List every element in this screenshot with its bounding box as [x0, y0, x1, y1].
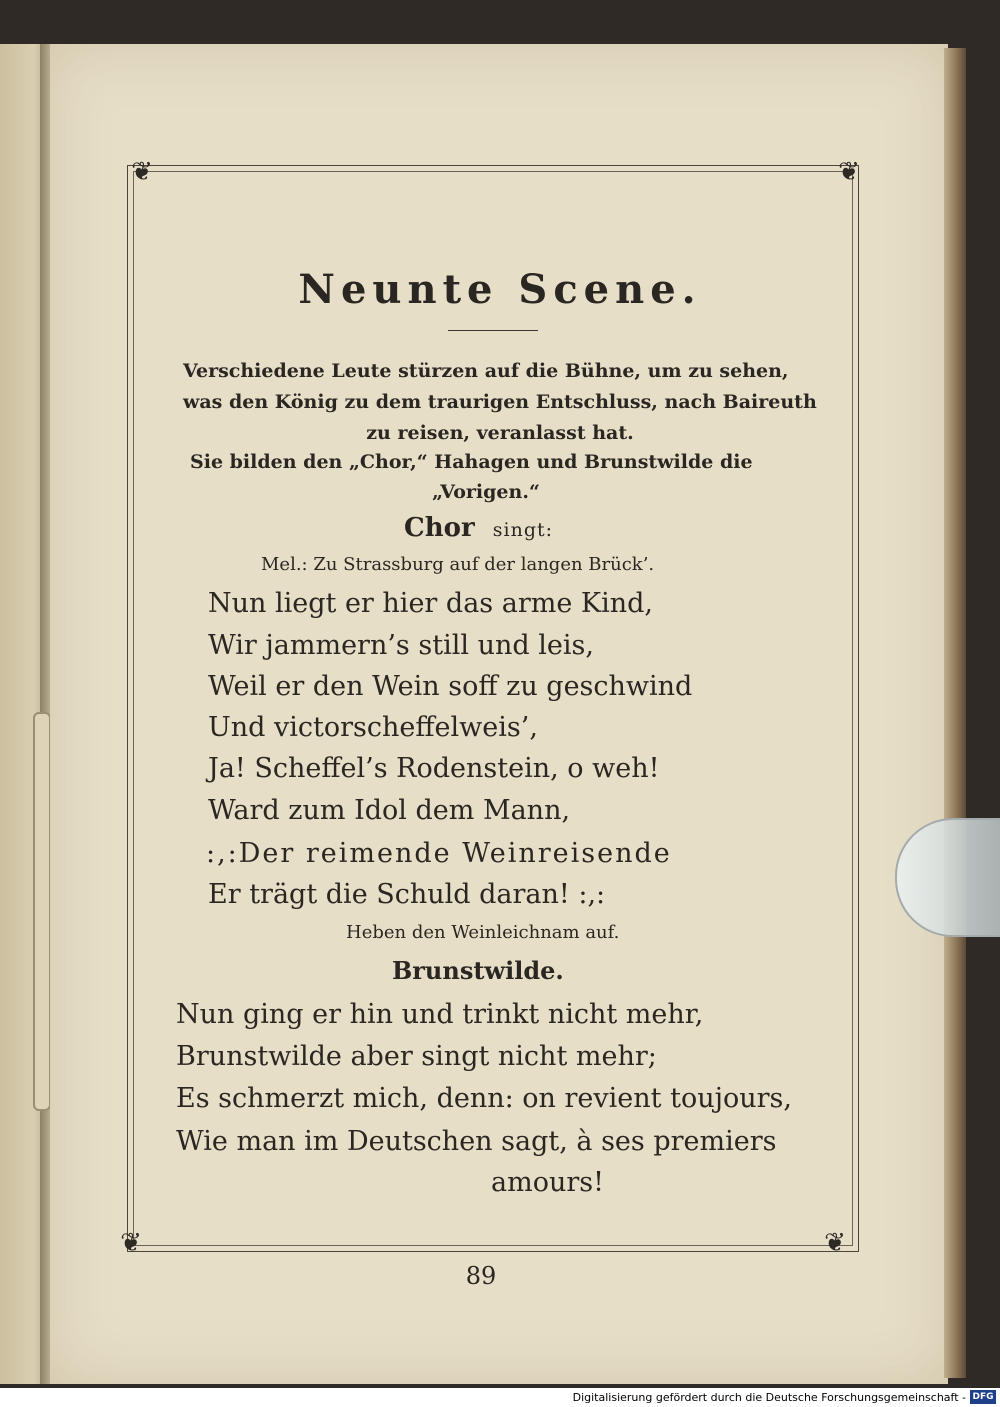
speech-line: Brunstwilde aber singt nicht mehr; — [176, 1041, 657, 1072]
intro-line: „Vorigen.“ — [432, 481, 540, 503]
verse-line: Weil er den Wein soff zu geschwind — [208, 671, 693, 702]
fleuron-icon: ❦ — [131, 157, 153, 187]
page-clip — [895, 818, 1000, 937]
footer-credit: Digitalisierung gefördert durch die Deutsche Forschungsgemeinschaft - — [572, 1391, 966, 1404]
verse-line: :,:Der reimende Weinreisende — [206, 838, 672, 869]
binding-stitch — [33, 712, 51, 1111]
scene-heading: Neunte Scene. — [298, 266, 702, 313]
speech-line: Nun ging er hin und trinkt nicht mehr, — [176, 999, 704, 1030]
page-stack-edge — [944, 48, 966, 1378]
intro-line: Verschiedene Leute stürzen auf die Bühne, um zu sehen, — [183, 360, 789, 382]
verse-line: Ward zum Idol dem Mann, — [208, 795, 571, 826]
fleuron-icon: ❦ — [824, 1228, 846, 1258]
melody-note: Mel.: Zu Strassburg auf der langen Brück’. — [261, 554, 655, 575]
intro-line: zu reisen, veranlasst hat. — [366, 422, 634, 444]
speech-line: Es schmerzt mich, denn: on revient toujours, — [176, 1083, 792, 1114]
verse-line: Ja! Scheffel’s Rodenstein, o weh! — [208, 753, 660, 784]
dfg-logo[interactable]: DFG — [970, 1390, 996, 1404]
chor-heading — [404, 513, 553, 543]
speaker-direction: singt: — [492, 519, 554, 541]
speech-line: amours! — [491, 1167, 604, 1198]
fleuron-icon: ❦ — [120, 1228, 142, 1258]
verse-line: Und victorscheffelweis’, — [208, 712, 538, 743]
intro-line: was den König zu dem traurigen Entschluss, nach Baireuth — [183, 391, 817, 413]
speaker-name: Chor — [404, 513, 475, 543]
speaker-heading: Brunstwilde. — [392, 956, 564, 985]
speech-line: Wie man im Deutschen sagt, à ses premiers — [176, 1126, 777, 1157]
stage-direction: Heben den Weinleichnam auf. — [346, 922, 620, 943]
verse-line: Wir jammern’s still und leis, — [208, 630, 594, 661]
verse-line: Nun liegt er hier das arme Kind, — [208, 588, 653, 619]
verse-line: Er trägt die Schuld daran! :,: — [208, 879, 606, 910]
page-number: 89 — [465, 1262, 497, 1290]
heading-rule — [448, 330, 538, 331]
intro-line: Sie bilden den „Chor,“ Hahagen und Brunstwilde die — [190, 451, 753, 473]
fleuron-icon: ❦ — [838, 157, 860, 187]
